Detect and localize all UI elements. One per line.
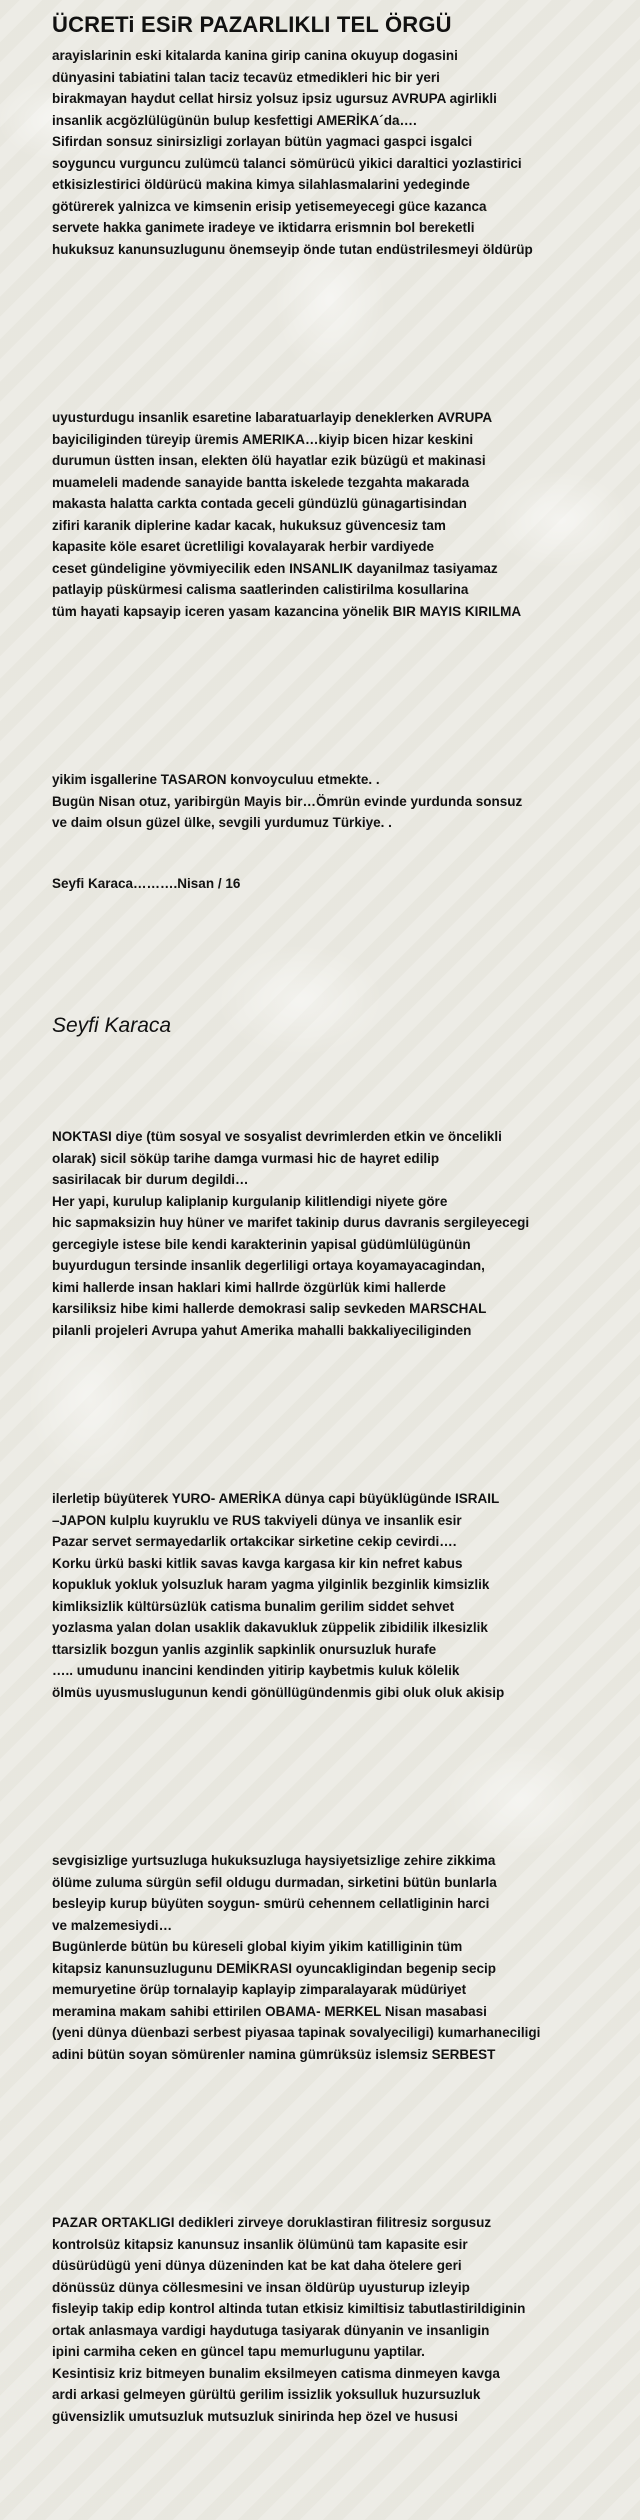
- text-line: ardi arkasi gelmeyen gürültü gerilim issizlik yoksulluk huzursuzluk: [52, 2387, 481, 2402]
- text-line: ölmüs uyusmuslugunun kendi gönüllügündenmis gibi oluk oluk akisip: [52, 1684, 505, 1700]
- text-line: Korku ürkü baski kitlik savas kavga kargasa kir kin nefret kabus: [52, 1555, 463, 1571]
- text-line: pilanli projeleri Avrupa yahut Amerika mahalli bakkaliyeciliginden: [52, 1322, 472, 1338]
- text-line: besleyip kurup büyüten soygun- smürü cehennem cellatliginin harci: [52, 1896, 490, 1911]
- text-line: karsiliksiz hibe kimi hallerde demokrasi salip sevkeden MARSCHAL: [52, 1301, 487, 1316]
- text-line: hic sapmaksizin huy hüner ve marifet takinip durus davranis sergileyecegi: [52, 1215, 530, 1230]
- page-title: ÜCRETi ESiR PAZARLIKLI TEL ÖRGÜ: [52, 12, 452, 37]
- text-line: adini bütün soyan sömürenler namina gümrüksüz islemsiz SERBEST: [52, 2046, 496, 2062]
- author-date-line: Seyfi Karaca……….Nisan / 16: [52, 876, 241, 891]
- text-line: uyusturdugu insanlik esaretine labaratuarlayip deneklerken AVRUPA: [52, 410, 493, 425]
- text-line: fisleyip takip edip kontrol altinda tutan etkisiz kimiltisiz tabutlastirildiginin: [52, 2301, 526, 2316]
- text-line: güvensizlik umutsuzluk mutsuzluk sinirinda hep özel ve hususi: [52, 2408, 458, 2424]
- text-line: zifiri karanik diplerine kadar kacak, hukuksuz güvencesiz tam: [52, 517, 446, 533]
- text-line: meramina makam sahibi ettirilen OBAMA- MERKEL Nisan masabasi: [52, 2003, 487, 2019]
- text-line: Sifirdan sonsuz sinirsizligi zorlayan bütün yagmaci gaspci isgalci: [52, 134, 473, 149]
- text-line: ilerletip büyüterek YURO- AMERİKA dünya capi büyüklügünde ISRAIL: [52, 1491, 500, 1506]
- text-line: durumun üstten insan, elekten ölü hayatlar ezik büzügü et makinasi: [52, 453, 486, 468]
- text-line: yozlasma yalan dolan usaklik dakavukluk züppelik zibidilik ilkesizlik: [52, 1620, 488, 1635]
- text-line: kitapsiz kanunsuzlugunu DEMİKRASI oyuncakligindan begenip secip: [52, 1960, 497, 1976]
- text-line: PAZAR ORTAKLIGI dedikleri zirveye doruklastiran filitresiz sorgusuz: [52, 2215, 492, 2230]
- signature: Seyfi Karaca: [52, 1014, 172, 1037]
- text-line: makasta halatta carkta contada geceli gündüzlü günagartisindan: [52, 496, 467, 511]
- text-line: kopukluk yokluk yolsuzluk haram yagma yilginlik bezginlik kimsizlik: [52, 1577, 490, 1592]
- text-line: soyguncu vurguncu zulümcü talanci sömürücü yikici daraltici yozlastirici: [52, 155, 522, 171]
- text-line: kimliksizlik kültürsüzlük catisma bunalim gerilim siddet sehvet: [52, 1598, 455, 1614]
- text-line: (yeni dünya düenbazi serbest piyasaa tapinak sovalyeciligi) kumarhaneciligi: [52, 2025, 541, 2040]
- text-line: insanlik acgözlülügünün bulup kesfettigi AMERİKA´da….: [52, 112, 417, 128]
- text-line: yikim isgallerine TASARON konvoyculuu etmekte. .: [52, 772, 380, 787]
- text-line: götürerek yalnizca ve kimsenin erisip yetisemeyecegi güce kazanca: [52, 198, 487, 214]
- text-line: ortak anlasmaya vardigi haydutuga tasiyarak dünyanin ve insanligin: [52, 2322, 490, 2338]
- text-line: Pazar servet sermayedarlik ortakcikar sirketine cekip cevirdi….: [52, 1534, 457, 1549]
- text-line: muameleli madende sanayide bantta iskelede tezgahta makarada: [52, 474, 470, 490]
- text-line: gercegiyle istese bile kendi karakterinin yapisal güdümlülügünün: [52, 1236, 471, 1252]
- text-line: memuryetine örüp tornalayip kaplayip zimparalayarak müdüriyet: [52, 1982, 467, 1997]
- text-line: bayiciliginden türeyip üremis AMERIKA…kiyip bicen hizar keskini: [52, 431, 474, 447]
- text-line: Bugünlerde bütün bu küreseli global kiyim yikim katilliginin tüm: [52, 1939, 463, 1954]
- text-line: sasirilacak bir durum degildi…: [52, 1172, 249, 1187]
- text-line: Bugün Nisan otuz, yaribirgün Mayis bir…Ömrün evinde yurdunda sonsuz: [52, 793, 523, 809]
- text-line: ve daim olsun güzel ülke, sevgili yurdumuz Türkiye. .: [52, 815, 392, 830]
- paragraph-7: [52, 2212, 525, 2427]
- text-line: dönüssüz dünya cöllesmesini ve insan öldürüp uyusturup izleyip: [52, 2279, 470, 2295]
- text-line: kimi hallerde insan haklari kimi hallrde özgürlük kimi hallerde: [52, 1279, 446, 1295]
- text-line: olarak) sicil söküp tarihe damga vurmasi hic de hayret edilip: [52, 1150, 440, 1166]
- text-line: arayislarinin eski kitalarda kanina girip canina okuyup dogasini: [52, 48, 458, 63]
- text-line: hukuksuz kanunsuzlugunu önemseyip önde tutan endüstrilesmeyi öldürüp: [52, 241, 533, 257]
- text-line: servete hakka ganimete iradeye ve iktidarra erismnin bol bereketli: [52, 220, 475, 235]
- text-line: etkisizlestirici öldürücü makina kimya silahlasmalarini yedeginde: [52, 177, 470, 192]
- text-line: ve malzemesiydi…: [52, 1917, 173, 1933]
- text-line: tüm hayati kapsayip iceren yasam kazancina yönelik BIR MAYIS KIRILMA: [52, 603, 522, 619]
- text-line: NOKTASI diye (tüm sosyal ve sosyalist devrimlerden etkin ve öncelikli: [52, 1129, 502, 1144]
- text-line: ipini carmiha ceken en güncel tapu memurlugunu yaptilar.: [52, 2344, 425, 2359]
- text-line: patlayip püskürmesi calisma saatlerinden calistirilma kosullarina: [52, 582, 469, 597]
- text-line: ttarsizlik bozgun yanlis azginlik sapkinlik onursuzluk hurafe: [52, 1641, 437, 1657]
- text-line: ….. umudunu inancini kendinden yitirip kaybetmis kuluk kölelik: [52, 1663, 460, 1678]
- text-line: dünyasini tabiatini talan taciz tecavüz etmedikleri hic bir yeri: [52, 69, 440, 85]
- text-line: sevgisizlige yurtsuzluga hukuksuzluga haysiyetsizlige zehire zikkima: [52, 1853, 496, 1868]
- paragraph-6: [52, 1850, 540, 2065]
- paragraph-2: [52, 407, 521, 622]
- text-line: kapasite köle esaret ücretliligi kovalayarak herbir vardiyede: [52, 539, 434, 554]
- text-line: Kesintisiz kriz bitmeyen bunalim eksilmeyen catisma dinmeyen kavga: [52, 2365, 500, 2381]
- text-line: düsürüdügü yeni dünya düzeninden kat be kat daha ötelere geri: [52, 2258, 462, 2273]
- text-line: kontrolsüz kitapsiz kanunsuz insanlik ölümünü tam kapasite esir: [52, 2236, 468, 2252]
- text-line: ceset gündeligine yövmiyecilik eden INSANLIK dayanilmaz tasiyamaz: [52, 560, 498, 576]
- text-line: birakmayan haydut cellat hirsiz yolsuz ipsiz ugursuz AVRUPA agirlikli: [52, 91, 497, 106]
- paragraph-3: [52, 769, 522, 834]
- paragraph-4: [52, 1126, 529, 1341]
- text-line: buyurdugun tersinde insanlik degerliligi ortaya koyamayacagindan,: [52, 1258, 485, 1273]
- paragraph-1: [52, 45, 533, 260]
- paragraph-5: [52, 1488, 504, 1703]
- text-line: Her yapi, kurulup kaliplanip kurgulanip kilitlendigi niyete göre: [52, 1193, 448, 1209]
- text-line: –JAPON kulplu kuyruklu ve RUS takviyeli dünya ve insanlik esir: [52, 1512, 462, 1528]
- text-line: ölüme zuluma sürgün sefil oldugu durmadan, sirketini bütün bunlarla: [52, 1874, 497, 1890]
